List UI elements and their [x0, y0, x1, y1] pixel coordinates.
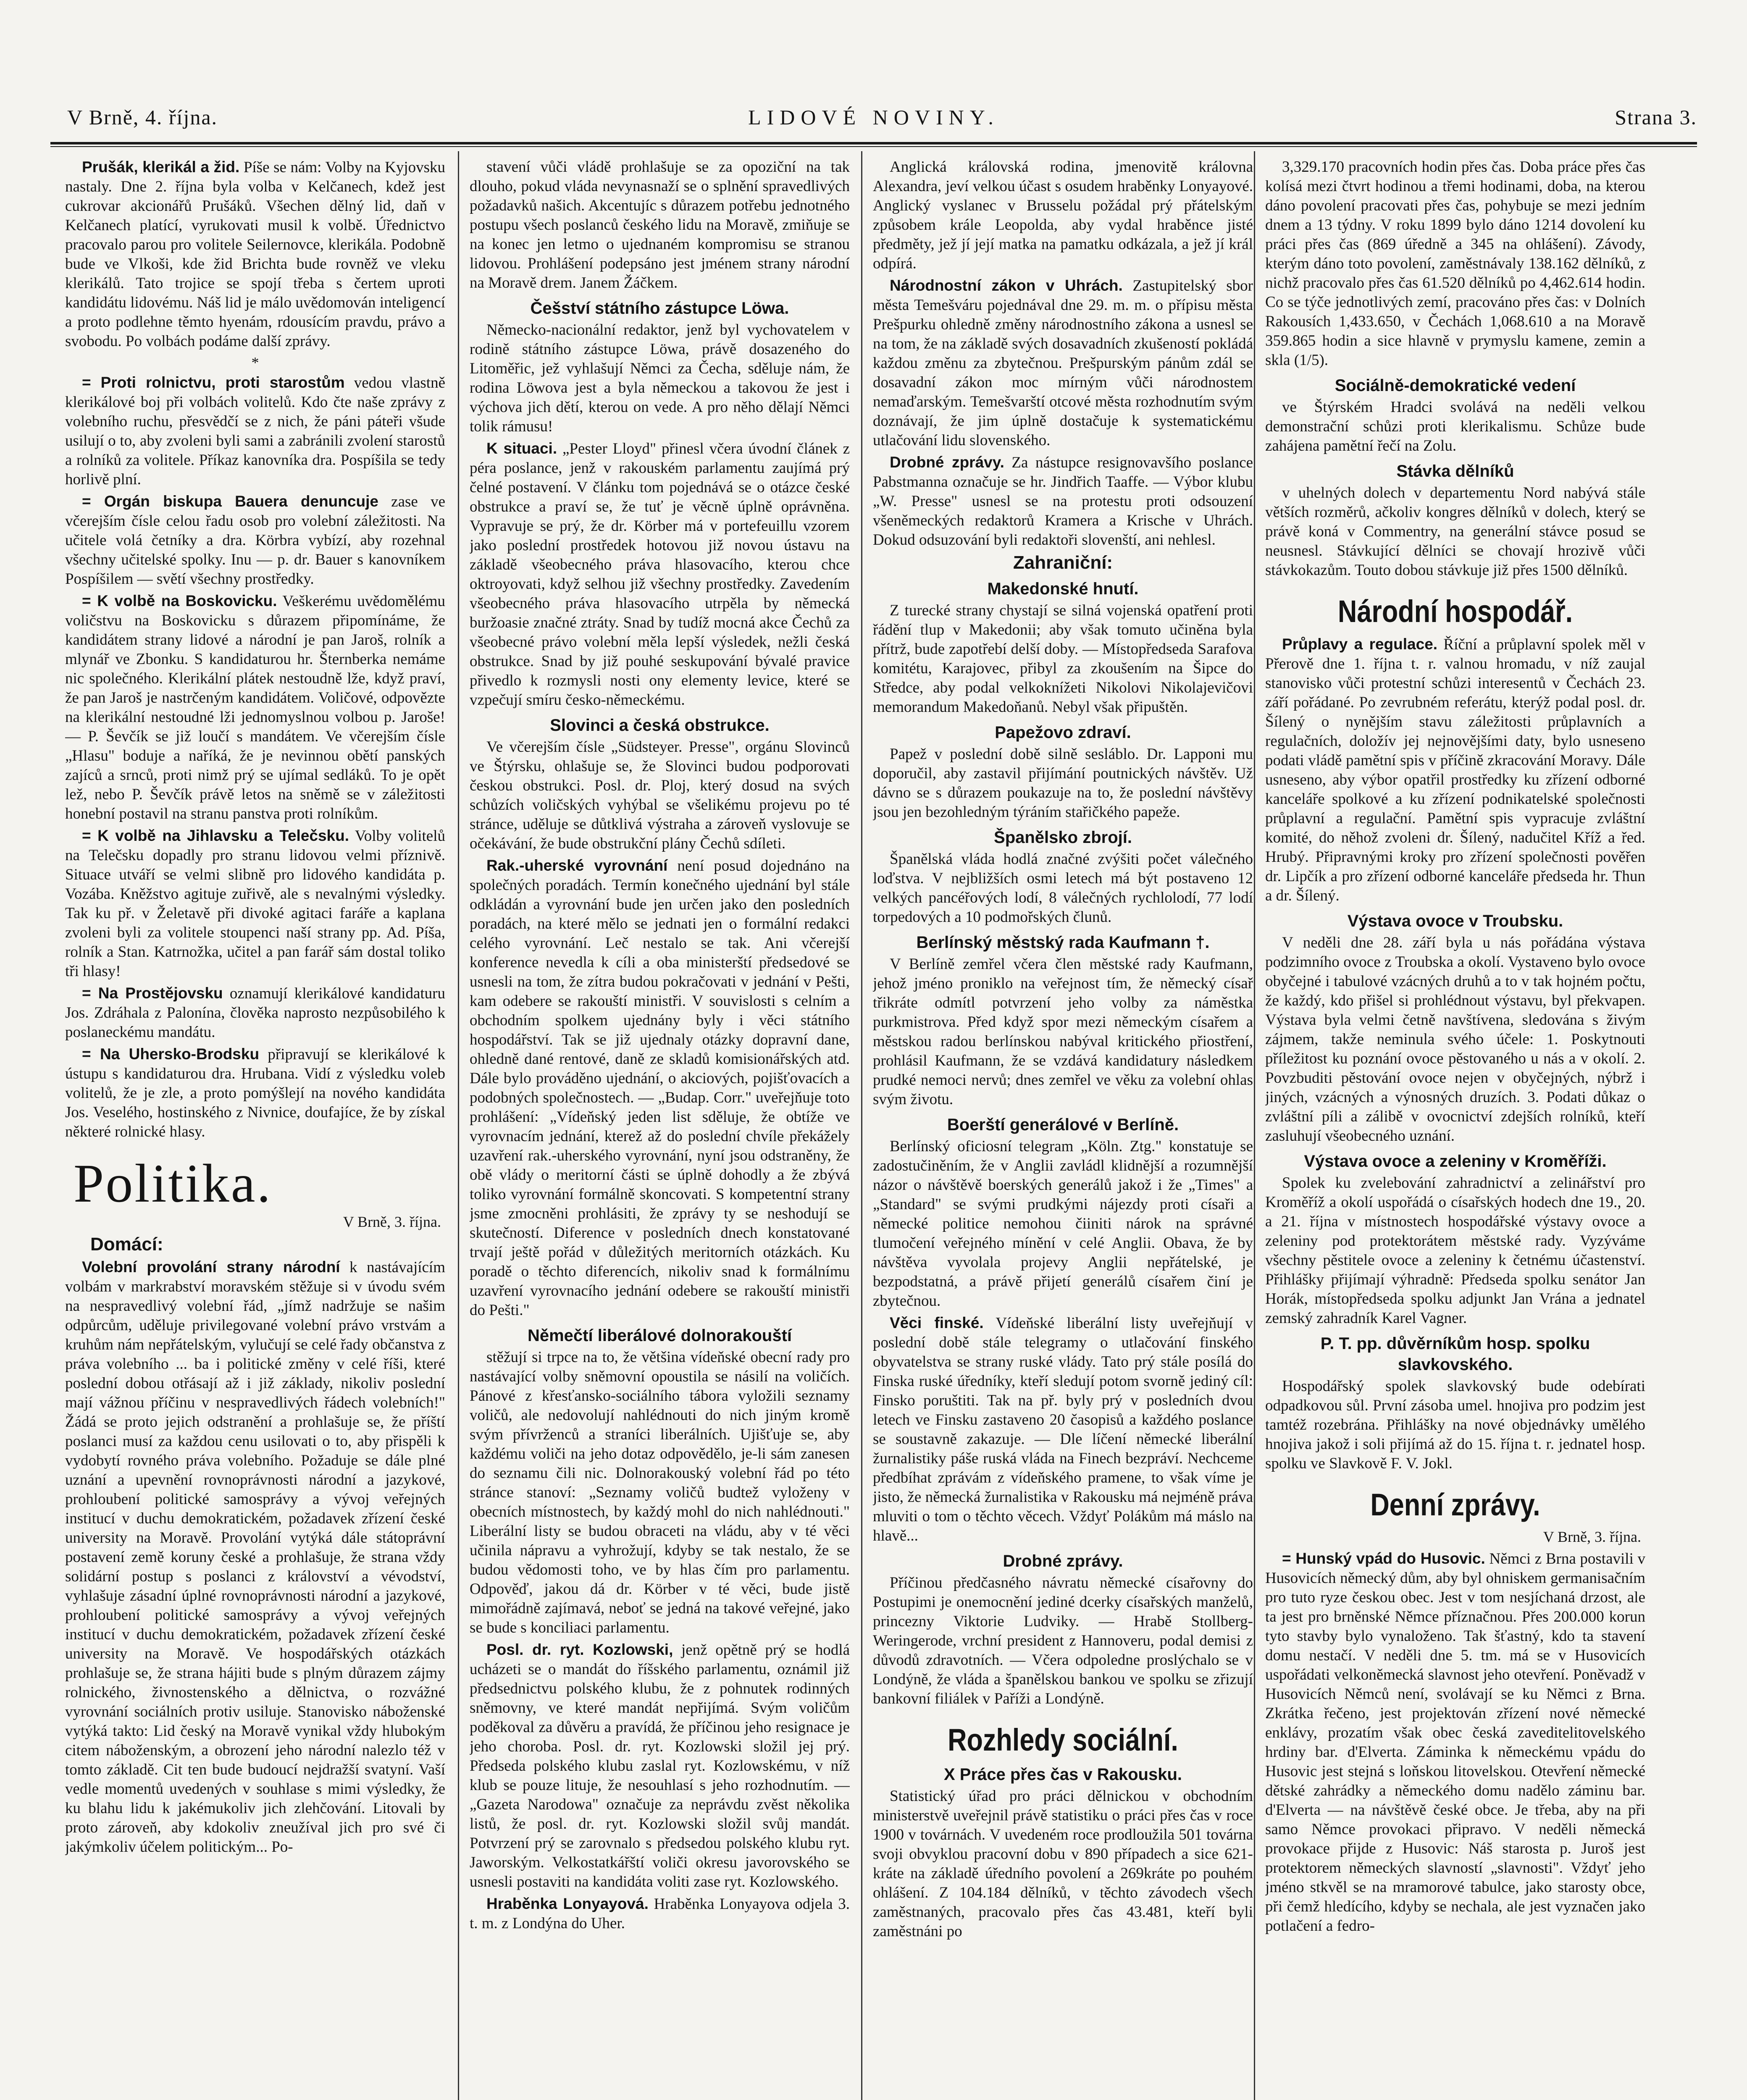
article: [1265, 1377, 1645, 1473]
article-headline: Slovinci a česká obstrukce.: [550, 716, 770, 735]
article-headline: Drobné zprávy.: [890, 454, 1004, 471]
separator-star: *: [251, 354, 259, 371]
article: [65, 984, 445, 1042]
header-rule-thin: [50, 146, 1697, 147]
article-headline: = Hunský vpád do Husovic.: [1282, 1550, 1485, 1567]
article-body: oznamují klerikálové kandidaturu Jos. Zdráhala z Palonína, člověka naprosto nezpůsobilého k poslaneckému mandátu.: [65, 985, 445, 1041]
article: [873, 1787, 1253, 1941]
article: [1265, 398, 1645, 456]
article-headline: P. T. pp. důvěrníkům hosp. spolku slavkovského.: [1320, 1334, 1590, 1374]
article: [470, 1640, 850, 1892]
article-headline: Věci finské.: [890, 1314, 984, 1331]
article-headline: = Orgán biskupa Bauera denuncuje: [82, 493, 378, 510]
article-body: Za nástupce resignovavšího poslance Pabstmanna označuje se hr. Jindřich Taaffe. — Výbor klubu „W. Presse" usnesl se na protestu proti odsouzení všeněmeckých redaktorů Kramera a Krische v Uhrách. Dokud odsuzování byli redaktoři slovenští, ani nehlesl.: [873, 454, 1253, 549]
article-headline: Rak.-uherské vyrovnání: [486, 857, 668, 874]
section-title-denni-zpravy: Denní zprávy.: [1370, 1487, 1540, 1522]
article-headline: Prušák, klerikál a žid.: [82, 158, 240, 176]
article: [65, 826, 445, 981]
article-body: „Pester Lloyd" přinesl včera úvodní článek z péra poslance, jenž v rakouském parlamentu zaujímá prý čelné postavení. V článku tom pojednává se o otázce české obstrukce a praví se, že tuť je věcně úplně oprávněna. Vypravuje se prý, že dr. Körber má v portefeuillu vzorem jako poslední prostředek hotovou již novou ústavu na základě všeobecného práva hlasovacího, kterou chce oktroyovati, když selhou již všechny prostředky. Zavedením všeobecného práva hlasovacího utrpěla by německá buržoasie značné ztráty. Snad by tudíž mocná akce Čechů za všeobecné právo volební měla lepší výsledek, nežli česká obstrukce. Snad by již pouhé seskupování bývalé pravice přivedlo k rozmysli nosti ony elementy levice, které se vzpečují smíru česko-německému.: [470, 440, 850, 709]
article-body: ve Štýrském Hradci svolává na neděli velkou demonstrační schůzi proti klerikalismu. Schůze bude zahájena pamětní řečí na Zolu.: [1265, 399, 1645, 454]
article-headline: Volební provolání strany národní: [82, 1258, 340, 1276]
section-title-rozhledy: Rozhledy sociální.: [948, 1722, 1178, 1757]
article: [470, 320, 850, 436]
article: [470, 158, 850, 293]
article: [873, 158, 1253, 273]
column-3: [873, 158, 1253, 2100]
article: [873, 1573, 1253, 1709]
column-separator: [458, 151, 459, 2100]
column-separator: [1254, 151, 1255, 2100]
article-headline: = Na Prostějovsku: [82, 984, 223, 1002]
header-rule: [50, 142, 1697, 144]
article: [1265, 158, 1645, 370]
article: [873, 1137, 1253, 1311]
article-body: Vídeňské liberální listy uveřejňují v poslední době stále telegramy o utlačování finského obyvatelstva se strany ruské vlády. Tato prý stále posílá do Finska ruské úředníky, kteří sledují potom svorně jediný cíl: Finsko poruštiti. Tak na př. byly prý v posledních dvou letech ve Finsku zastaveno 20 časopisů a každého poslance se soustavně zakazuje. — Dle líčení německé liberální žurnalistiky páše ruská vláda na Finech bezpráví. Nechceme předbíhat zprávám z vídeňského pramene, to však víme je jisto, že německá žurnalistika v Rakousku má nejméně práva mluviti o tom o těchto věcech. Vždyť Polákům má máslo na hlavě...: [873, 1315, 1253, 1544]
dateline: V Brně, 3. října.: [1543, 1528, 1641, 1545]
article-body: stěžují si trpce na to, že většina vídeňské obecní rady pro nastávající volby sněmovní opoustila se násilí na voličích. Pánové z křesťansko-sociálního tábora vyložili seznamy voličů, ale nedovolují nahlédnouti do nich jiným kromě svým přívrženců a straníci liberálních. Ujišťuje se, aby každému voliči na jeho dotaz odpovědělo, je-li sám zanesen do seznamu čili nic. Dolnorakouský volební řád po této stránce stanoví: „Seznamy voličů budtež vyloženy v obecních místnostech, by každý mohl do nich nahlédnouti." Liberální listy se budou obraceti na vládu, aby v té věci učinila nápravu a vyhrožují, kdyby se tak nestalo, že se budou vědomosti toho, ve by hlas čím pro parlamentu. Odpověď, jakou dá dr. Körber v té věci, bude jistě mimořádně zajímavá, neboť se jedná na takové veřejné, jako se bude s konciliaci parlamentu.: [470, 1349, 850, 1636]
article-body: jenž opětně prý se hodlá ucházeti se o mandát do říšského parlamentu, oznámil již předsednictvu polského klubu, že z pohnutek rodinných sněmovny, ve které mandát nepřijímá. Svým voličům poděkoval za důvěru a pravídá, že příčinou jeho resignace je jeho choroba. Posl. dr. ryt. Kozlowski složil jej prý. Předseda polského klubu zaslal ryt. Kozlowskému, v níž klub se pouze lituje, že nesouhlasí s jeho rozhodnutím. — „Gazeta Narodowa" označuje za neprávdu zvěst několika listů, že posl. dr. ryt. Kozlowski složil svůj mandát. Potvrzení prý se zarovnalo s předsedou polského klubu ryt. Jaworským. Velkostatkářští voliči okresu javorovského se usnesli postaviti na kandidáta voliti zase ryt. Kozlowského.: [470, 1641, 850, 1890]
article-body: Německo-nacionální redaktor, jenž byl vychovatelem v rodině státního zástupce Löwa, právě dosazeného do Litoměřic, jež vyhlašují Němci za Čecha, sděluje nám, že rodina Löwova jest a byla německou a takovou že jest i výchova jich dětí, kterou on vede. A pro něho dělají Němci tolik rámusu!: [470, 321, 850, 435]
article-body: Hraběnka Lonyayova odjela 3. t. m. z Londýna do Uher.: [470, 1895, 850, 1932]
article-body: není posud dojednáno na společných poradách. Termín konečného ujednání byl stále odkládán a vyrovnání bude jen určen jako den posledních poradách, na které mělo se jednati jen o formální redakci celého vyrovnání. Leč nestalo se tak. Ani včerejší konference nevedla k cíli a oba ministerští předsedové se usnesli na tom, že zítra budou pokračovati v jednání v Pešti, kam odebere se rakouští ministři. V souvislosti s celním a obchodním spolkem ujednány byly i věci státního hospodářství. Tak se již ujednaly otázky dopravní dane, ohledně dané rentové, daně ze skladů komisionářských atd. Dále bylo prováděno ujednání, o akciových, pojišťovacích a podobných společnostech. — „Budap. Corr." uveřejňuje toto prohlášení: „Vídeňský jeden list sděluje, že obtíže ve vyrovnacím jednání, kterež až do poslední chvíle překážely uzavření rak.-uherského vyrovnání, nyní jsou odstraněny, že obě vlády o meritorní části se úplně dohodly a že zbývá toliko vyrovnání formálně skoncovati. S kompetentní strany jsme zmocněni prohlásiti, že zprávy ty se neshodují se skutečností. Diference v posledních dnech konstatované trvají ještě pořád v důležitých meritorních otázkách. Ku poradě o těchto diferencích, nikoliv snad k formálnímu uzavření vyrovnacího jednání odebere se rakouští ministři do Pešti.": [470, 857, 850, 1319]
article-headline: Hraběnka Lonyayová.: [486, 1895, 649, 1912]
article: [1265, 1173, 1645, 1328]
header-masthead: LIDOVÉ NOVINY.: [748, 105, 999, 129]
article-body: 3,329.170 pracovních hodin přes čas. Doba práce přes čas kolísá mezi čtvrt hodinou a třemi hodinami, doba, na kterou dáno povolení pracovati přes čas, pohybuje se mezi jedním dnem a 13 týdny. V roku 1899 bylo dáno 1214 dovolení ku práci přes čas (869 úředně a 345 na ohlášení). Závody, kterým dáno toto povolení, zaměstnávaly 138.162 dělníků, z nichž pracovalo přes čas 61.520 dělníků po 4,462.614 hodin. Co se týče jednotlivých zemí, pracováno přes čas: v Dolních Rakousích 1,433.650, v Čechách 1,068.610 a na Moravě 359.865 hodin a sice hlavně v prymyslu kamene, zemin a skla (1/5).: [1265, 158, 1645, 369]
article-body: Papež v poslední době silně sesláblo. Dr. Lapponi mu doporučil, aby zastavil přijímání poutnických návštěv. Už dávno se s důrazem poukazuje na to, že poslední návštěvy jsou jen bezohledným týráním stařičkého papeže.: [873, 746, 1253, 821]
article-headline: Průplavy a regulace.: [1282, 635, 1438, 653]
subsection-title-zahranicni: Zahraniční:: [1013, 552, 1113, 573]
article-headline: Sociálně-demokratické vedení: [1335, 376, 1576, 395]
article-body: Příčinou předčasného návratu německé císařovny do Postupimi je onemocnění jediné dcerky císařských manželů, princezny Viktorie Ludviky. — Hrabě Stollberg-Weringerode, vrchní president z Hannoveru, podal demisi z důvodů zdravotních. — Včera odpoledne proslýchalo se v Londýně, že vláda a španělskou bankou ve spolku se zřizují bankovní filiálek v Paříži a Londýně.: [873, 1574, 1253, 1707]
article-headline: X Práce přes čas v Rakousku.: [944, 1765, 1182, 1784]
article-headline: Češství státního zástupce Löwa.: [530, 299, 789, 318]
article-body: Spolek ku zvelebování zahradnictví a zelinářství pro Kroměříž a okolí uspořádá o císařských hodech dne 19., 20. a 21. října v místnostech hospodářské výstavy ovoce a zeleniny pod protektorátem městské rady. Vyzýváme všechny pěstitele ovoce a zeleniny k četnému účastenství. Přihlášky přijímají výhradně: Předseda spolku senátor Jan Horák, místopředseda spolku adjunkt Jan Vrána a jednatel zemský zahradník Karel Vagner.: [1265, 1174, 1645, 1327]
column-2: [470, 158, 850, 2100]
article-body: Němci z Brna postavili v Husovicích německý dům, aby byl ohniskem germanisačním pro tuto ryze českou obec. Jest v tom nesjíchaná drzost, ale ta jest pro brněnské Němce příznačnou. Přes 200.000 korun tyto stavby bylo vynaloženo. Tak šťastný, kdo ta stavení domu nestačí. V neděli dne 5. tm. má se v Husovicích uspořádati velkoněmecká slavnost jeho otevření. Poněvadž v Husovicích Němců není, svolávají se ku Němci z Brna. Zkrátka řečeno, jest projektován zřízení nové německé enklávy, prozatím však obec česká zaveditelitovelského hrdiny bar. d'Elverta. Záminka k německému vpádu do Husovic jest stejná s loňskou litovelskou. Otevření německé dětské zahrádky a německého domu nadělo záminu bar. d'Elverta — na návštěvě české obce. Je třeba, aby na při samo Němce provokaci připravo. V neděli německá provokace přijde z Husovic: Náš starosta p. Juroš jest protektorem německých slavností „slavnosti". Vždyť jeho jméno stkvěl se na mramorové tabulce, jako starosty obce, při čemž hledícího, kdyby se nechala, ale jest vyznačen jako potlačení a fedro-: [1265, 1550, 1645, 1935]
article-body: Říční a průplavní spolek měl v Přerově dne 1. října t. r. valnou hromadu, v níž zaujal stanovisko vůči protestní schůzi interesentů v Čechách 23. září pořádané. Po zevrubném referátu, kterýž podal posl. dr. Šílený o nynějším stavu záležitosti průplavních a regulačních, doložív jej nejnovějšími daty, bylo usneseno podati vládě pamětní spis v příčině zkracování Moravy. Dále usneseno, aby výbor opatřil prostředky ku zřízení odborné kanceláře spolkové a ku zřízení podnikatelské společnosti průplavní a regulační. Pamětní spis vypracuje zvláštní komité, do něhož zvoleni dr. Šílený, nadučitel Kříž a řed. Hrubý. Připravnými kroky pro zřízení společnosti pověřen dr. Lipčík a pro zřízení odborné kanceláře předseda hr. Thun a dr. Šílený.: [1265, 636, 1645, 904]
article-headline: = K volbě na Jihlavsku a Telečsku.: [82, 827, 349, 844]
article: [65, 158, 445, 351]
article-body: v uhelných dolech v departementu Nord nabývá stále větších rozměrů, ačkoliv kongres dělníků v dolech, který se právě koná v Commentry, na generální stávce posud se neusnesl. Stávkující dělníci se chovají hrozivě vůči stávkokazům. Touto dobou stávkuje již přes 1500 dělníků.: [1265, 484, 1645, 579]
header-page-number: Strana 3.: [1615, 105, 1697, 129]
article-headline: Národnostní zákon v Uhrách.: [890, 277, 1123, 294]
article-body: Španělská vláda hodlá značné zvýšiti počet válečného loďstva. V nejbližších osmi letech má být postaveno 12 velkých pancéřových lodí, 8 válečných rychlolodí, 77 lodí torpedových a 10 podmořských člunů.: [873, 850, 1253, 926]
article-headline: = Na Uhersko-Brodsku: [82, 1045, 260, 1063]
article-body: Veškerému uvědomělému voličstvu na Boskovicku s důrazem připomínáme, že kandidátem strany lidové a národní je pan Jaroš, rolník a mlynář ve Zbonku. S kandidaturou hr. Šternberka nemáme nic společného. Klerikální plátek nestoudně lže, když praví, že pan Jaroš je nastrčeným kandidátem. Voličové, odpovězte na klerikální nestoudné lži jednomyslnou volbou p. Jaroše! — P. Ševčík se již loučí s mandátem. Ve včerejším čísle „Hlasu" boduje a naříká, že je nevinnou obětí panských zajíců a srnců, proti nimž prý se ujímal sedláků. To je opět lež, nebo P. Ševčík právě letos na sněmě se v záležitosti honební postavil na stranu panstva proti rolníkům.: [65, 593, 445, 822]
article-body: Statistický úřad pro práci dělnickou v obchodním ministerstvě uveřejnil právě statistiku o práci přes čas v roce 1900 v továrnách. V uvedeném roce prodloužila 501 továrna svoji obvyklou pracovní dobu v 890 případech a sice 621-kráte na základě úředního povolení a 269kráte po pouhém ohlášení. Z 104.184 dělníků, v těchto závodech všech zaměstnaných, pracovalo přes čas 43.481, kteří byli zaměstnáni po: [873, 1788, 1253, 1940]
article-body: Píše se nám: Volby na Kyjovsku nastaly. Dne 2. října byla volba v Kelčanech, kdež jest cukrovar akcionářů Prušáků. Všechen dělný lid, daň v Kelčanech platící, vyrukovati musil k volbě. Úřednictvo pracovalo parou pro volitele Seilernovce, klerikála. Podobně bude ve Vlkoši, kde žid Brichta bude rovněž ve vleku klerikálů. Tato trojice se spojí třeba s čertem uproti kandidátu lidovému. Náš lid je málo uvědomován inteligencí a proto podlehne těmto hyenám, rdousícím pravdu, právo a svobodu. Po volbách podáme další zprávy.: [65, 159, 445, 350]
article-body: Berlínský oficiosní telegram „Köln. Ztg." konstatuje se zadostučiněním, že v Anglii zavládl klidnější a rozumnější názor o návštěvě boerských generálů jakož i že „Times" a „Standard" se svými prudkými nájezdy proti císaři a německé politice nemohou čiiniti nárok na správné tlumočení veřejného mínění v celé Anglii. Obava, že by návštěva vyvolala projevy Anglii nepřátelské, je bezpodstatná, a právě přijetí generálů císařem činí je zbytečnou.: [873, 1138, 1253, 1310]
article: [873, 1313, 1253, 1546]
article-body: Z turecké strany chystají se silná vojenská opatření proti řádění tlup v Makedonii; aby však tomuto učiněna byla přítrž, bude zapotřebí delší doby. — Místopředseda Sarafova komitétu, Karajovec, přibyl za zkoušením na Šipce do Středce, aby podal velkoknížeti Nikolovi Nikolajevičovi memorandum Makedoňanů. Nebyl však připuštěn.: [873, 602, 1253, 716]
article-body: V neděli dne 28. září byla u nás pořádána výstava podzimního ovoce z Troubska a okolí. Vystaveno bylo ovoce obyčejné i tabulové vzácných druhů a to v tak hojném počtu, že každý, kdo přišel si prohlédnout výstavu, byl překvapen. Výstava byla velmi četně navštívena, sledována s živým zájmem, takže neminula svého účele: 1. Poskytnouti příležitost ku poznání ovoce pěstovaného u nás a v okolí. 2. Povzbuditi pěstování ovoce nejen v obyčejných, nýbrž i jiných, vzácných a výnosných druzích. 3. Podati důkaz o zvláštní píli a zálibě v ovocnictví zdejších rolníků, kteří zasluhují všeobecného uznání.: [1265, 934, 1645, 1144]
article-headline: = K volbě na Boskovicku.: [82, 592, 277, 609]
article-headline: Výstava ovoce a zeleniny v Kroměříži.: [1304, 1152, 1607, 1171]
article-headline: Papežovo zdraví.: [995, 723, 1131, 742]
article-headline: Španělsko zbrojí.: [994, 828, 1132, 847]
article-headline: Drobné zprávy.: [1003, 1552, 1123, 1570]
article: [873, 601, 1253, 717]
article-headline: Výstava ovoce v Troubsku.: [1347, 912, 1563, 930]
section-title-politika: Politika.: [74, 1153, 272, 1214]
article: [470, 1348, 850, 1638]
article-headline: K situaci.: [486, 440, 557, 457]
article-headline: Boerští generálové v Berlíně.: [947, 1116, 1179, 1134]
article-headline: Berlínský městský rada Kaufmann †.: [916, 933, 1210, 952]
article: [65, 373, 445, 489]
article-body: V Berlíně zemřel včera člen městské rady Kaufmann, jehož jméno proniklo na veřejnost tím, že německý císař třikráte odmítl potvrzení jeho volby za náměstka purkmistrova. Před když spor mezi německým císařem a městskou radou berlínskou nabýval kritického přiostření, prohlásil Kaufmann, že se vzdává kandidatury následkem prudké nemoci nervů; dnes zemřel ve věku za volební ohlas svým životu.: [873, 956, 1253, 1108]
article-headline: Makedonské hnutí.: [987, 580, 1139, 598]
article: [470, 856, 850, 1320]
article: [873, 745, 1253, 822]
column-1: [65, 158, 445, 2100]
article-body: Volby volitelů na Telečsku dopadly pro stranu lidovou velmi příznivě. Situace utváří se velmi slibně pro lidového kandidáta p. Vozába. Kněžstvo agituje zuřivě, ale s nevalnými výsledky. Tak ku př. v Želetavě při divoké agitaci faráře a kaplana zvoleni byli za volitele stoupenci naší strany pp. Ad. Píša, rolník a Stan. Katrnožka, učitel a pan farář sám dostal toliko tři hlasy!: [65, 827, 445, 980]
article: [65, 1045, 445, 1142]
article: [1265, 933, 1645, 1146]
article: [1265, 1549, 1645, 1936]
article-headline: Němečtí liberálové dolnorakouští: [527, 1326, 792, 1345]
article-headline: Stávka dělníků: [1396, 462, 1514, 480]
article-body: Zastupitelský sbor města Temešváru pojednával dne 29. m. m. o přípisu města Prešpurku ohledně změny národnostního zákona a usnesl se na tom, že na základě svých dosavadních zkušeností pokládá každou změnu za zbytečnou. Prešpurským pánům zdál se dosavadní zákon moc mírným vůči národnostem nemaďarským. Temešvarští otcové města rozhodnutím svým doznávají, že jim úplně dostačuje k systematickému utlačování lidu slovenského.: [873, 277, 1253, 449]
article-body: k nastávajícím volbám v markrabství moravském stěžuje si v úvodu svém na nespravedlivý volební řád, „jímž nadržuje se našim odpůrcům, uděluje privilegované volební právo vrstvám a kruhům nám nepřátelským, vylučují se celé řady občanstva z práva volebního ... ba i politické změny v celé říši, které poslední dobou otřásají až i již základy, nikoliv poslední mají vážnou příčinu v nespravedlivých řádech volebních!" Žádá se proto jejich odstranění a prohlašuje se, že příští poslanci musí za každou cenu usilovati o to, aby přispěli k vydobytí rovného práva volebního. Požaduje se dále plné uznání a upevnění rovnoprávnosti národní a jazykové, prohloubení politické samosprávy a vývoj veřejných institucí v duchu demokratickém, požadavek zřízení české university na Moravě. Provolání vytýká dále státoprávní postavení země koruny české a prohlašuje, že strana vždy solidární postup s poslanci z království a vévodství, vyhlašuje zásadní úplné rovnoprávnosti národní a jazykové, prohloubení politické samosprávy a vývoj veřejných institucí v duchu demokratickém, požadavek zřízení české university na Moravě. Ve hospodářských otázkách prohlašuje se, že strana hájiti bude s plným důrazem zájmy rolnického, živnostenského a dělnictva, o rozvážné vyrovnání sociálních protiv usiluje. Stanovisko náboženské vytýká takto: Lid český na Moravě vynikal vždy hlubokým citem náboženským, a obrození jeho národní nalezlo též v tomto základě. Cit ten bude budoucí nejdražší svatyní. Vaší vedle momentů uvedených v souhlase s mimi výsledky, že ku blahu lidu k jakémukoliv jich zlehčování. Litovali by proto zároveň, aby kdokoliv zneužíval jich pro své či jakýmkoliv účelem politickým... Po-: [65, 1259, 445, 1856]
column-separator: [861, 151, 862, 2100]
subsection-title-domaci: Domácí:: [90, 1234, 163, 1255]
page-header: [50, 105, 1697, 139]
article-body: Ve včerejším čísle „Südsteyer. Presse", orgánu Slovinců ve Štýrsku, ohlašuje se, že Slovinci budou podporovati českou obstrukci. Posl. dr. Ploj, který dosud na svých schůzích voličských vyhýbal se všelikému projevu po té stránce, uděluje se důtklivá výstraha a zároveň vyslovuje se očekávání, že bude obstrukční plány Čechů sdíleti.: [470, 738, 850, 852]
article-body: stavení vůči vládě prohlašuje se za opoziční na tak dlouho, pokud vláda nevynasnaží se o splnění spravedlivých požadavků našich. Akcentujíc s důrazem potřebu jednotného postupu všech poslanců českého lidu na Moravě, zmiňuje se na konec jen letmo o ujednaném kompromisu se stranou lidovou. Prohlášení podepsáno jest jménem strany národní na Moravě drem. Janem Žáčkem.: [470, 158, 850, 291]
article: [470, 1894, 850, 1933]
article-body: vedou vlastně klerikálové boj při volbách volitelů. Kdo čte naše zprávy z volebního ruchu, přesvědčí se z nich, že páni páteři všude usilují o to, aby zvoleni byli sami a zabránili zvolení starostů a rolníků za volitele. Příkaz kanovníka dra. Pospíšila se tedy horlivě plní.: [65, 374, 445, 488]
header-date: V Brně, 4. října.: [67, 105, 218, 129]
article: [873, 453, 1253, 550]
section-title-narodni-hospodar: Národní hospodář.: [1337, 594, 1573, 629]
article: [470, 738, 850, 853]
article: [873, 850, 1253, 927]
article: [65, 1257, 445, 1857]
article-body: Anglická královská rodina, jmenovitě královna Alexandra, jeví velkou účast s osudem hraběnky Lonyayové. Anglický vyslanec v Brusselu požádal prý přátelským způsobem krále Leopolda, aby vydal hraběnce jisté předměty, jež jí její matka na pamatku odkázala, a jež jí král odpírá.: [873, 158, 1253, 272]
article: [1265, 483, 1645, 580]
article-body: zase ve včerejším čísle celou řadu osob pro volební záležitosti. Na učitele volá četníky a dra. Körbra vybízí, aby rozehnal všechny učitelské spolky. Inu — p. dr. Bauer s kanovníkem Pospíšilem — světí všechny prostředky.: [65, 493, 445, 588]
column-4: [1265, 158, 1645, 2100]
article: [65, 492, 445, 589]
article-body: Hospodářský spolek slavkovský bude odebírati odpadkovou sůl. První zásoba umel. hnojiva pro podzim jest tamtéž rozebrána. Přihlášky na nové objednávky umělého hnojiva jakož i soli přijímá až do 15. října t. r. jednatel hosp. spolku ve Slavkově F. V. Jokl.: [1265, 1378, 1645, 1472]
article-body: připravují se klerikálové k ústupu s kandidaturou dra. Hrubana. Vidí z výsledku voleb volitelů, že je zle, a proto pomýšlejí na nového kandidáta Jos. Veselého, hostinského z Nivnice, doufajíce, že by získal některé rolnické hlasy.: [65, 1046, 445, 1140]
article: [1265, 635, 1645, 906]
article: [873, 276, 1253, 450]
article: [65, 591, 445, 824]
article: [873, 955, 1253, 1109]
article-headline: = Proti rolnictvu, proti starostům: [82, 374, 345, 391]
dateline: V Brně, 3. října.: [343, 1213, 441, 1230]
article-headline: Posl. dr. ryt. Kozlowski,: [486, 1641, 673, 1658]
article: [470, 439, 850, 710]
